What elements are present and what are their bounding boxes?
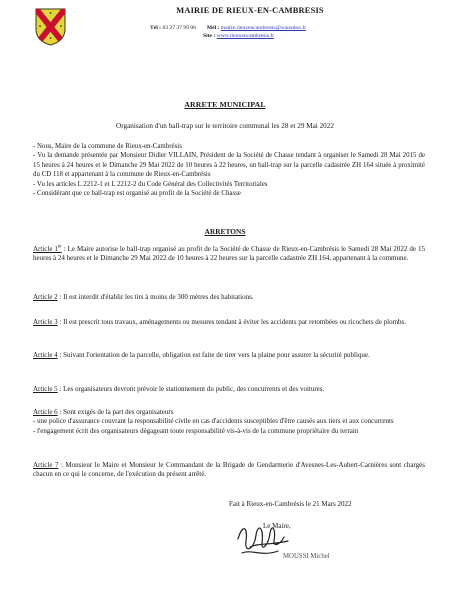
considerant-line: - Vu la demande présentée par Monsieur Didier VILLAIN, Président de la Société de Chasse tendant à organiser le Samedi 28 Mai 2015 de 15 heures à 24 heures et le Dimanche 29 Mai 2022 de 10 heures à 22 heures, un ball-trap sur la parcelle cadastrée ZH 164 située à proximité du CD 118 et appartenant à la commune de Rieux-en-Cambrésis xyxy=(33,152,425,179)
considerant-line: - Nous, Maire de la commune de Rieux-en-Cambrésis xyxy=(33,143,182,150)
considerant-line: - Vu les articles L 2212-1 et L 2212-2 du Code Général des Collectivités Territoriales xyxy=(33,180,268,188)
contact-line xyxy=(150,25,306,31)
article-1 xyxy=(33,245,425,264)
tel-value: 03 27 37 99 06 xyxy=(162,25,196,31)
coat-of-arms-icon xyxy=(34,7,67,47)
article-text: : Les organisateurs devront prévoir le stationnement du public, des concurrents et des voitures. xyxy=(57,385,325,393)
considerant-line: - Considérant que ce ball-trap est organisé au profit de la Société de Chasse xyxy=(33,190,241,198)
mail-label: Mél : xyxy=(206,25,220,31)
arretons-heading: ARRETONS xyxy=(204,227,246,236)
article-label: Article 5 xyxy=(33,385,58,393)
mairie-title: MAIRIE DE RIEUX-EN-CAMBRESIS xyxy=(176,6,324,15)
article-label: Article 6 xyxy=(33,408,58,416)
article-5 xyxy=(33,385,425,394)
article-6 xyxy=(33,408,425,436)
site-link[interactable]: www.rieuxencambresis.fr xyxy=(216,33,275,39)
article-label: Article 1er xyxy=(33,244,62,253)
article-label: Article 4 xyxy=(33,351,58,359)
considerants-block xyxy=(33,142,425,198)
article-label: Article 3 xyxy=(33,318,58,326)
article-7 xyxy=(33,461,425,480)
article-2 xyxy=(33,293,425,302)
document-title: ARRETE MUNICIPAL xyxy=(184,100,266,109)
article-label: Article 7 xyxy=(33,461,59,469)
article-text: : Suivant l'orientation de la parcelle, obligation est faite de tirer vers la plaine pour assurer la sécurité publique. xyxy=(57,351,370,359)
document-object: Organisation d'un ball-trap sur le territoire communal les 28 et 29 Mai 2022 xyxy=(116,122,334,130)
signer-name: MOUSSI Michel xyxy=(283,553,330,560)
article-4 xyxy=(33,351,425,360)
article-text: : Sont exigés de la part des organisateurs xyxy=(57,408,174,416)
article-text: : Il est prescrit tous travaux, aménagements ou mesures tendant à éviter les accidents par retombées ou ricochets de plombs. xyxy=(57,318,407,326)
article-list-item: - une police d'assurance couvrant la responsabilité civile en cas d'accidents susceptibles d'être causés aux tiers et aux concurrents xyxy=(33,417,394,426)
mail-link[interactable]: mairie.rieuxencambresis@wanadoo.fr xyxy=(220,25,307,31)
article-list-item: - l'engagement écrit des organisateurs dégageant toute responsabilité vis-à-vis de la commune propriétaire du terrain xyxy=(33,426,359,435)
signer-role: Le Maire, xyxy=(263,522,291,530)
site-line xyxy=(203,33,274,39)
article-text: : Le Maire autorise le ball-trap organisé au profit de la Société de Chasse de Rieux-en-Cambrésis le Samedi 28 Mai 2022 de 15 heures à 24 heures et le Dimanche 29 Mai 2022 de 10 heures à 22 heures sur la parcelle cadastrée ZH 164, appartenant à la commune. xyxy=(33,245,425,263)
tel-label: Tél : xyxy=(150,25,162,31)
article-text: : Il est interdit d'établir les tirs à moins de 300 mètres des habitations. xyxy=(57,293,254,301)
article-3 xyxy=(33,318,425,327)
done-at-line: Fait à Rieux-en-Cambrésis le 21 Mars 2022 xyxy=(229,500,352,508)
site-label: Site : xyxy=(203,33,216,39)
article-text: : Monsieur le Maire et Monsieur le Commandant de la Brigade de Gendarmerie d'Avesnes-Les-Aubert-Carnières sont chargés chacun en ce qui le concerne, de l'exécution du présent arrêté. xyxy=(33,461,426,479)
article-label: Article 2 xyxy=(33,293,58,301)
